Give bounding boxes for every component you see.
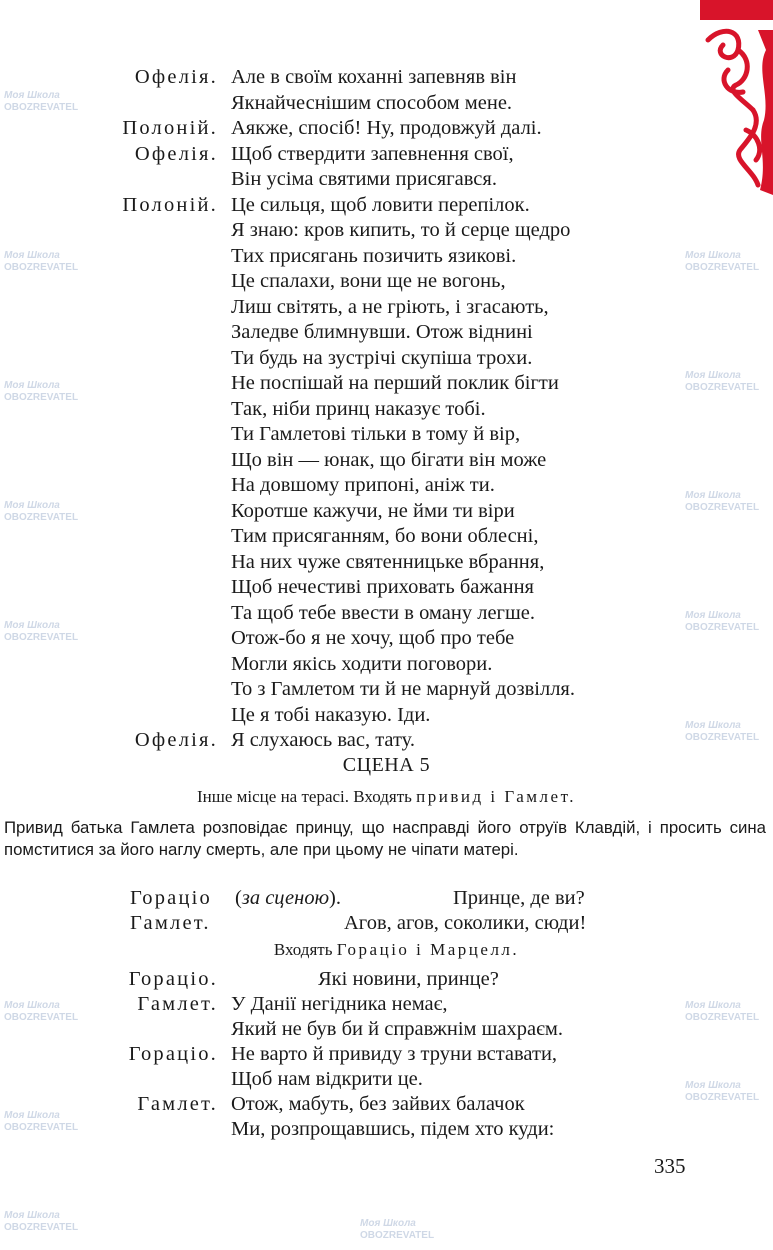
watermark-school: Моя Школа: [685, 1000, 741, 1011]
watermark-brand: OBOZREVATEL: [685, 1092, 760, 1103]
line-text: Щоб нам відкрити це.: [231, 1068, 423, 1090]
dialogue-line: [0, 575, 773, 599]
speaker-name: Гораціо.: [128, 968, 218, 990]
entrance-text: Входять: [273, 940, 337, 959]
watermark-brand: OBOZREVATEL: [4, 632, 79, 643]
line-text: Аякже, спосіб! Ну, продовжуй далі.: [231, 117, 542, 139]
speaker-name: Полоній.: [122, 117, 218, 139]
watermark-brand: OBOZREVATEL: [685, 502, 760, 513]
line-text: Заледве блимнувши. Отож віднині: [231, 321, 533, 343]
speaker-name: Гораціо.: [128, 1043, 218, 1065]
line-text: На них чуже святенницьке вбрання,: [231, 550, 545, 573]
dialogue-line: [0, 1067, 773, 1091]
watermark-brand: OBOZREVATEL: [4, 1222, 79, 1233]
line-text: То з Гамлетом ти й не марнуй дозвілля.: [231, 678, 575, 700]
line-text: Тим присяганням, бо вони облесні,: [231, 525, 539, 547]
watermark-school: Моя Школа: [360, 1218, 416, 1229]
line-text: Отож, мабуть, без зайвих балачок: [231, 1093, 525, 1115]
dialogue-line: Гораціо (за сценою). Принце, де ви?: [130, 887, 585, 909]
speaker-name: Гамлет.: [137, 993, 218, 1015]
dialogue-line: [0, 626, 773, 650]
stage-direction-text: Інше місце на терасі. Входять: [197, 787, 417, 806]
speaker-name: Гамлет.: [130, 912, 211, 934]
watermark-school: Моя Школа: [685, 720, 741, 731]
watermark-school: Моя Школа: [4, 1000, 60, 1011]
watermark-school: Моя Школа: [4, 620, 60, 631]
watermark-school: Моя Школа: [4, 1110, 60, 1121]
watermark-school: Моя Школа: [685, 1080, 741, 1091]
line-text: Щоб ствердити запевнення свої,: [231, 142, 514, 165]
watermark-brand: OBOZREVATEL: [685, 1012, 760, 1023]
dialogue-line: [0, 677, 773, 701]
dialogue-line: [0, 992, 773, 1016]
page-number: 335: [654, 1154, 686, 1178]
dialogue-line: [0, 911, 773, 935]
line-text: Тих присягань позичить язикові.: [231, 244, 517, 267]
watermark-school: Моя Школа: [4, 500, 60, 511]
line-text: Це спалахи, вони ще не вогонь,: [231, 270, 506, 292]
watermark-school: Моя Школа: [4, 1210, 60, 1221]
dialogue-line: [0, 193, 773, 217]
line-text: У Данії негідника немає,: [231, 993, 448, 1015]
speaker-name: Гораціо: [130, 887, 212, 909]
dialogue-line: [0, 499, 773, 523]
stage-direction: [0, 787, 773, 807]
speaker-name: Офелія.: [134, 66, 218, 88]
watermark: [4, 1210, 84, 1234]
line-text: Не поспішай на перший поклик бігти: [231, 372, 559, 394]
dialogue-line: [0, 218, 773, 242]
line-text: Що він — юнак, що бігати він може: [231, 448, 547, 471]
watermark-brand: OBOZREVATEL: [4, 392, 79, 403]
line-text: Які новини, принце?: [318, 968, 499, 990]
line-text: Коротше кажучи, не йми ти віри: [231, 499, 515, 522]
line-text: Та щоб тебе ввести в оману легше.: [231, 601, 535, 624]
dialogue-line: [0, 397, 773, 421]
line-text: Я слухаюсь вас, тату.: [231, 729, 415, 751]
dialogue-line: [0, 728, 773, 752]
scene-summary: Привид батька Гамлета розповідає принцу, що насправді його отруїв Клавдій, і просить сина помститися за його наглу смерть, але при цьому не чіпати матері.: [4, 818, 766, 859]
dialogue-line: [0, 295, 773, 319]
line-text: Отож-бо я не хочу, щоб про тебе: [231, 627, 515, 649]
line-text: Лиш світять, а не гріють, і згасають,: [231, 295, 549, 318]
watermark: [360, 1218, 440, 1242]
line-text: Якнайчеснішим способом мене.: [231, 91, 513, 114]
watermark-brand: OBOZREVATEL: [685, 732, 760, 743]
dialogue-line: [0, 65, 773, 89]
line-text: Ти будь на зустрічі скупіша трохи.: [231, 346, 533, 369]
dialogue-line: [0, 1092, 773, 1116]
line-text: Принце, де ви?: [453, 887, 585, 909]
line-text: Це сильця, щоб ловити перепілок.: [231, 193, 530, 216]
line-text: Це я тобі наказую. Іди.: [231, 703, 431, 726]
watermark-brand: OBOZREVATEL: [4, 102, 79, 113]
line-text: Але в своїм коханні запевняв він: [231, 66, 517, 88]
dialogue-line: [0, 142, 773, 166]
dialogue-line: [0, 371, 773, 395]
speaker-name: Офелія.: [134, 729, 218, 751]
line-text: Я знаю: кров кипить, то й серце щедро: [231, 219, 571, 241]
watermark-school: Моя Школа: [4, 380, 60, 391]
dialogue-line: [0, 1042, 773, 1066]
watermark-school: Моя Школа: [685, 490, 741, 501]
dialogue-line: [0, 448, 773, 472]
speaker-name: Офелія.: [134, 142, 218, 165]
speaker-name: Гамлет.: [137, 1093, 218, 1115]
dialogue-line: [0, 652, 773, 676]
line-text: На довшому припоні, аніж ти.: [231, 474, 495, 496]
dialogue-line: [0, 346, 773, 370]
line-text: Могли якісь ходити поговори.: [231, 652, 493, 675]
watermark-school: Моя Школа: [685, 610, 741, 621]
line-text: Він усіма святими присягався.: [231, 168, 497, 190]
watermark-brand: OBOZREVATEL: [4, 1012, 79, 1023]
watermark-brand: OBOZREVATEL: [685, 382, 760, 393]
dialogue-line: [0, 550, 773, 574]
watermark-school: Моя Школа: [685, 250, 741, 261]
entrance-direction: [10, 940, 773, 960]
watermark-brand: OBOZREVATEL: [685, 262, 760, 273]
dialogue-line: [0, 601, 773, 625]
dialogue-line: [0, 320, 773, 344]
line-text: Ти Гамлетові тільки в тому й вір,: [231, 423, 521, 445]
dialogue-line: [0, 1017, 773, 1041]
dialogue-line: [0, 91, 773, 115]
watermark-brand: OBOZREVATEL: [4, 512, 79, 523]
watermark-brand: OBOZREVATEL: [4, 1122, 79, 1133]
watermark-school: Моя Школа: [4, 90, 60, 101]
line-text: Агов, агов, соколики, сюди!: [344, 912, 587, 934]
dialogue-line: [0, 1117, 773, 1141]
dialogue-line: [0, 116, 773, 140]
watermark-brand: OBOZREVATEL: [4, 262, 79, 273]
speaker-name: Полоній.: [122, 193, 218, 216]
line-text: Щоб нечестиві приховать бажання: [231, 576, 534, 598]
stage-direction-characters: привид і Гамлет.: [416, 787, 576, 806]
line-text: Ми, розпрощавшись, підем хто куди:: [231, 1118, 555, 1140]
dialogue-line: [0, 967, 773, 991]
watermark-brand: OBOZREVATEL: [685, 622, 760, 633]
dialogue-line: [0, 244, 773, 268]
watermark-brand: OBOZREVATEL: [360, 1230, 435, 1241]
watermark-school: Моя Школа: [685, 370, 741, 381]
dialogue-line: [0, 524, 773, 548]
dialogue-line: [0, 167, 773, 191]
dialogue-line: [0, 703, 773, 727]
watermark-school: Моя Школа: [4, 250, 60, 261]
line-text: Який не був би й справжнім шахраєм.: [231, 1018, 564, 1040]
stage-note: за сценою: [241, 887, 330, 909]
entrance-characters: Гораціо і Марцелл.: [336, 940, 520, 959]
dialogue-line: [0, 269, 773, 293]
scene-title: СЦЕНА 5: [342, 754, 431, 776]
dialogue-line: [0, 422, 773, 446]
line-text: Так, ніби принц наказує тобі.: [231, 397, 486, 420]
dialogue-line: [0, 473, 773, 497]
line-text: Не варто й привиду з труни вставати,: [231, 1043, 558, 1065]
